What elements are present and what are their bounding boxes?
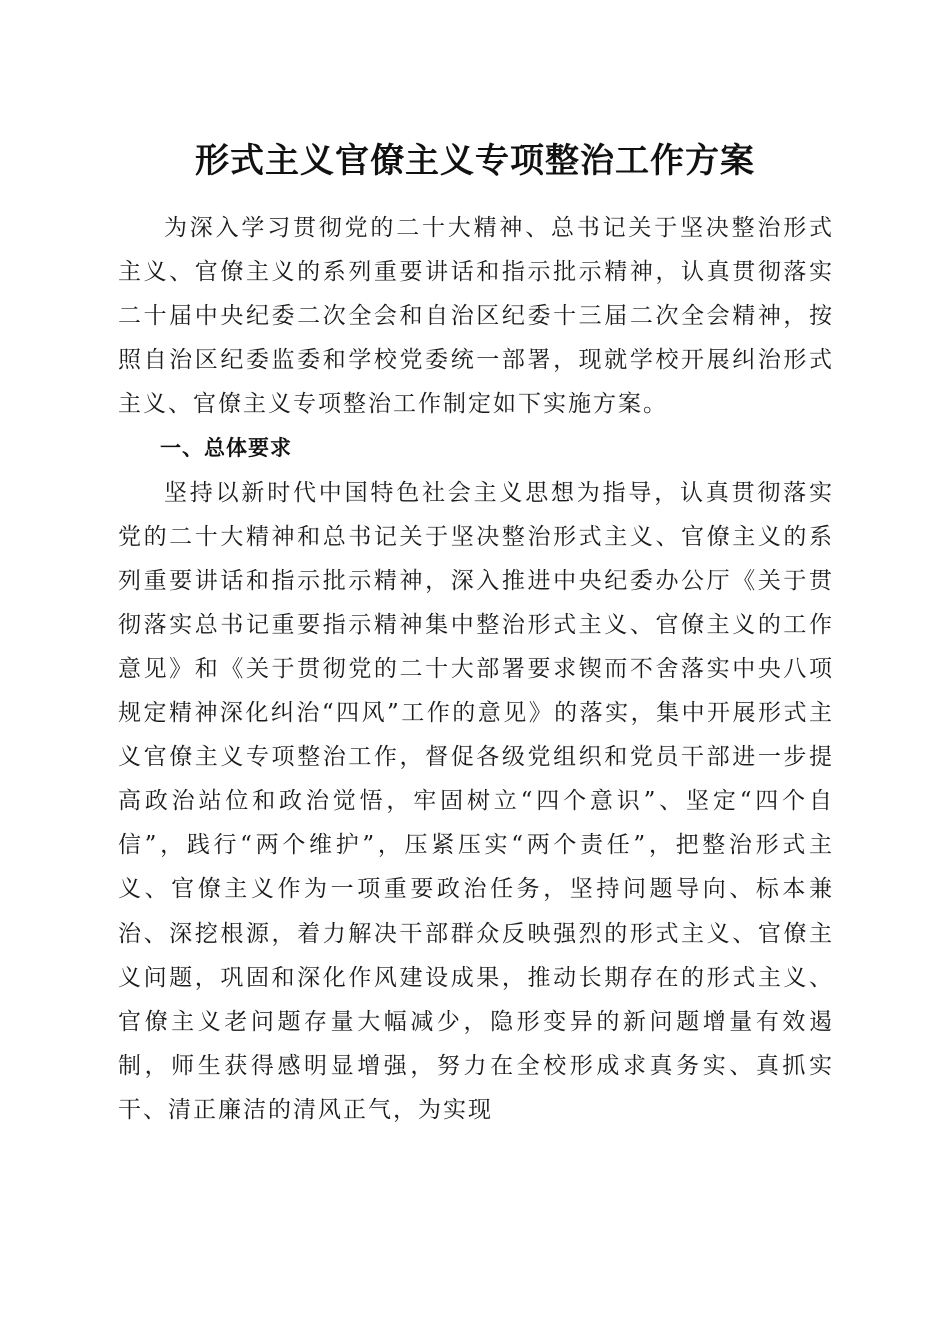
section-heading-general-requirements: 一、总体要求 bbox=[160, 436, 292, 461]
document-title: 形式主义官僚主义专项整治工作方案 bbox=[195, 141, 755, 181]
document-body bbox=[118, 206, 834, 1132]
section-paragraph-general-requirements: 坚持以新时代中国特色社会主义思想为指导，认真贯彻落实党的二十大精神和总书记关于坚决整治形式主义、官僚主义的系列重要讲话和指示批示精神，深入推进中央纪委办公厅《关于贯彻落实总书记重要指示精神集中整治形式主义、官僚主义的工作意见》和《关于贯彻党的二十大部署要求锲而不舍落实中央八项规定精神深化纠治“四风”工作的意见》的落实，集中开展形式主义官僚主义专项整治工作，督促各级党组织和党员干部进一步提高政治站位和政治觉悟，牢固树立“四个意识”、坚定“四个自信”，践行“两个维护”，压紧压实“两个责任”，把整治形式主义、官僚主义作为一项重要政治任务，坚持问题导向、标本兼治、深挖根源，着力解决干部群众反映强烈的形式主义、官僚主义问题，巩固和深化作风建设成果，推动长期存在的形式主义、官僚主义老问题存量大幅减少，隐形变异的新问题增量有效遏制，师生获得感明显增强，努力在全校形成求真务实、真抓实干、清正廉洁的清风正气，为实现 bbox=[118, 479, 834, 1123]
intro-paragraph: 为深入学习贯彻党的二十大精神、总书记关于坚决整治形式主义、官僚主义的系列重要讲话和指示批示精神，认真贯彻落实二十届中央纪委二次全会和自治区纪委十三届二次全会精神，按照自治区纪委监委和学校党委统一部署，现就学校开展纠治形式主义、官僚主义专项整治工作制定如下实施方案。 bbox=[118, 215, 834, 418]
